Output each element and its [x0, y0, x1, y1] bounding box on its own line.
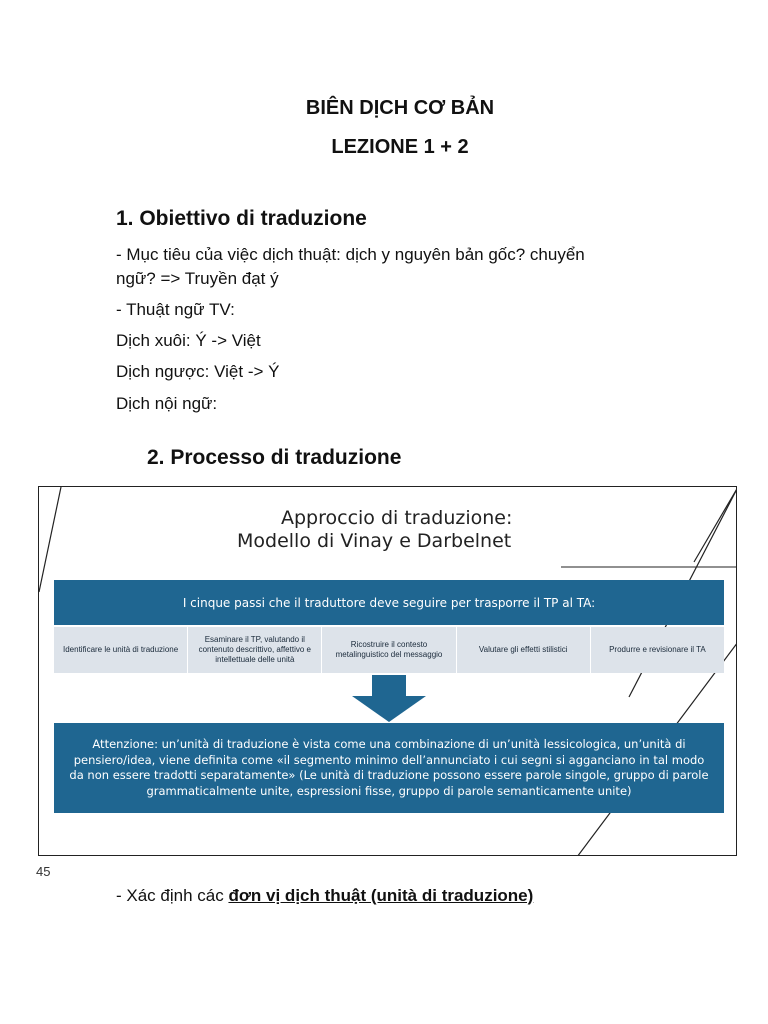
document-title-line1: BIÊN DỊCH CƠ BẢN — [305, 97, 495, 119]
embedded-slide-image — [38, 486, 737, 856]
footer-line — [116, 885, 533, 907]
down-arrow-icon — [372, 675, 406, 697]
slide-title — [237, 507, 512, 553]
section1-line: Dịch xuôi: Ý -> Việt — [116, 331, 261, 350]
page-number: 45 — [36, 864, 51, 879]
section1-line: Dịch ngược: Việt -> Ý — [116, 362, 280, 381]
section2-heading: 2. Processo di traduzione — [147, 446, 402, 469]
step-cell: Identificare le unità di traduzione — [54, 627, 188, 673]
steps-banner: I cinque passi che il traduttore deve seguire per trasporre il TP al TA: — [54, 580, 724, 625]
section1-line: Dịch nội ngữ: — [116, 394, 218, 413]
slide-title-line1: Approccio di traduzione: — [281, 507, 513, 529]
step-cell: Esaminare il TP, valutando il contenuto descrittivo, affettivo e intellettuale delle unità — [188, 627, 322, 673]
document-title-line2: LEZIONE 1 + 2 — [331, 136, 469, 158]
step-cell: Produrre e revisionare il TA — [609, 645, 706, 654]
slide-title-line2: Modello di Vinay e Darbelnet — [237, 530, 512, 552]
steps-row — [54, 627, 724, 673]
section1-heading: 1. Obiettivo di traduzione — [116, 207, 367, 230]
footer-emphasis: đơn vị dịch thuật (unità di traduzione) — [228, 886, 534, 905]
section1-line: ngữ? => Truyền đạt ý — [116, 269, 279, 288]
section1-line: - Thuật ngữ TV: — [116, 300, 235, 319]
step-cell: Valutare gli effetti stilistici — [457, 627, 591, 673]
attention-note: Attenzione: un’unità di traduzione è vista come una combinazione di un’unità lessicologica, un’unità di pensiero/idea, viene definita come «il segmento minimo dell’annunciato i cui segni si agganciano in tal modo da non essere tradotti separatamente» (Le unità di traduzione possono essere parole singole, gruppo di parole grammaticalmente unite, espressioni fisse, gruppo di parole semanticamente unite) — [54, 723, 724, 813]
section1-line: - Mục tiêu của việc dịch thuật: dịch y nguyên bản gốc? chuyển — [116, 245, 585, 264]
down-arrow-head-icon — [352, 696, 426, 722]
step-cell: Ricostruire il contesto metalinguistico del messaggio — [322, 627, 456, 673]
footer-prefix: - Xác định các — [116, 886, 229, 905]
